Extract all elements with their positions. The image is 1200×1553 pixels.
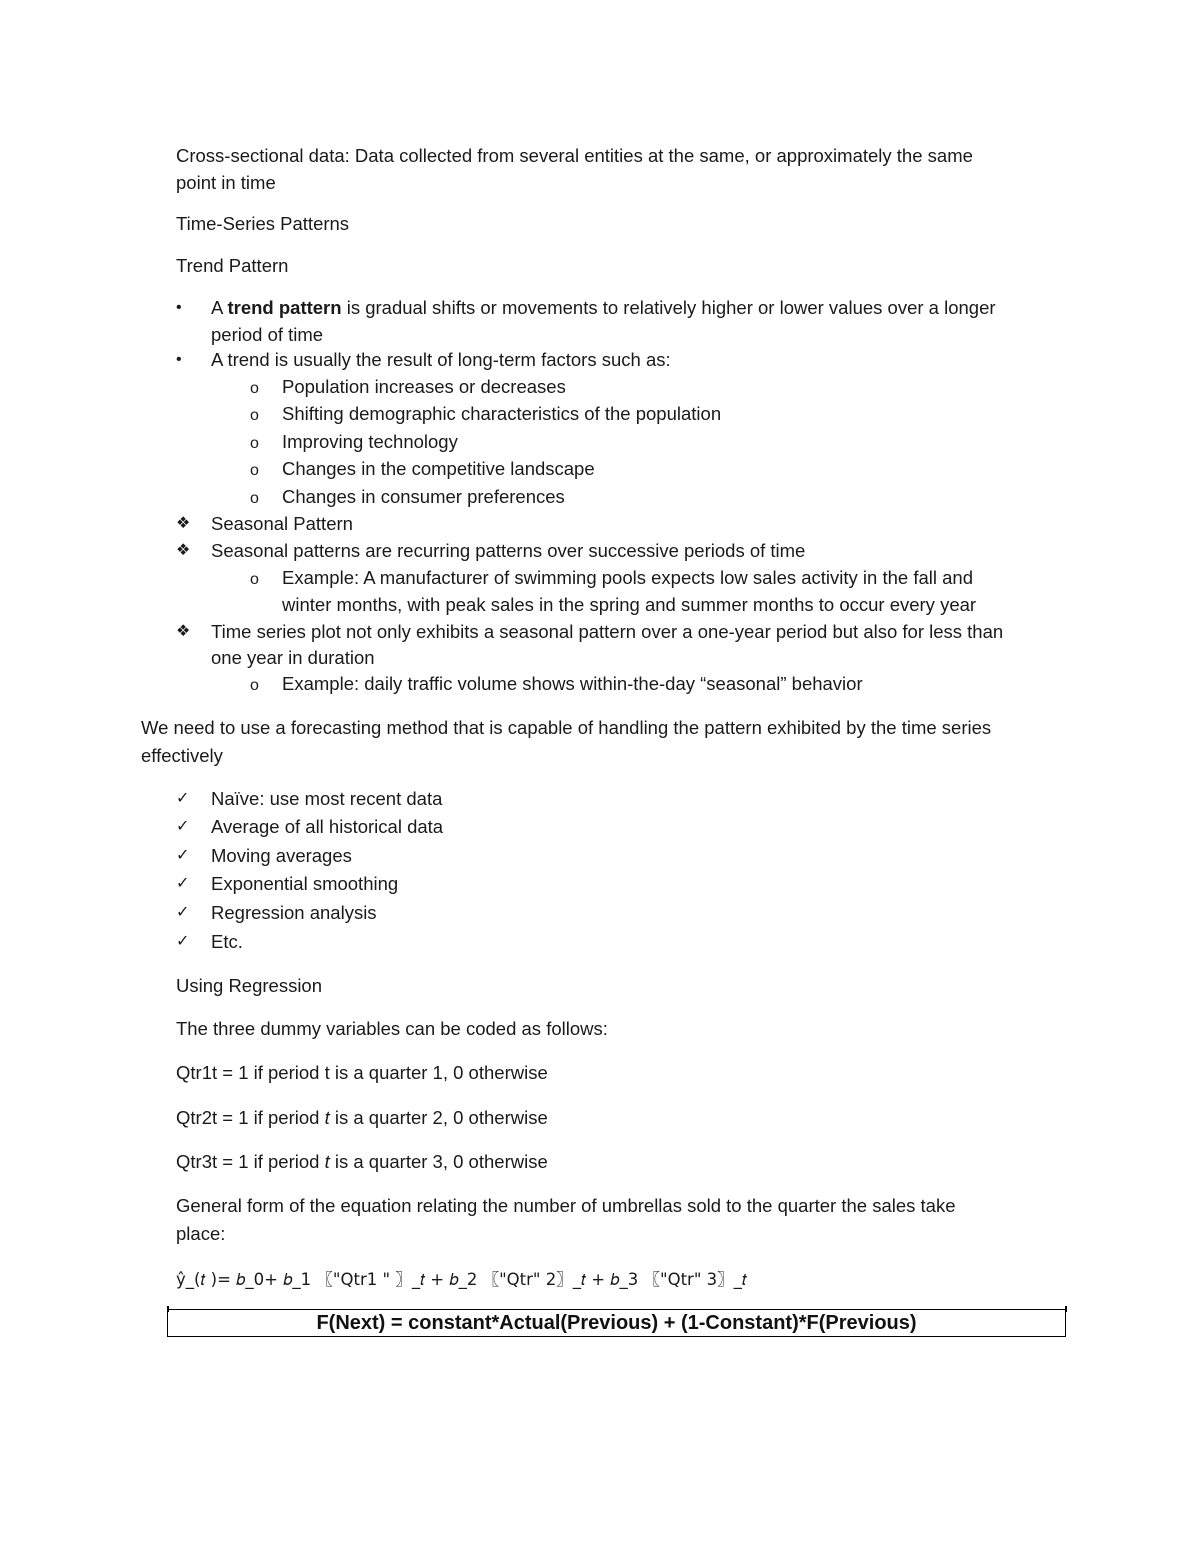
- method-item: Exponential smoothing: [211, 873, 399, 894]
- qtr3-text-b: is a quarter 3, 0 otherwise: [329, 1151, 548, 1172]
- trend-bullet-2: A trend is usually the result of long-term factors such as:: [211, 349, 671, 370]
- trend-sub-item: Population increases or decreases: [282, 376, 566, 397]
- trend-pattern-heading: Trend Pattern: [176, 255, 289, 276]
- trend-pattern-term: trend pattern: [227, 297, 342, 318]
- qtr2-definition: [176, 1105, 548, 1131]
- circle-bullet-icon: o: [250, 462, 259, 479]
- qtr1-text-b: is a quarter 1, 0 otherwise: [329, 1062, 548, 1083]
- seasonal-example-line2: winter months, with peak sales in the spring and summer months to occur every year: [282, 594, 977, 615]
- diamond-bullet-icon: ❖: [176, 623, 191, 640]
- trend-sub-item: Shifting demographic characteristics of the population: [282, 403, 722, 424]
- diamond-bullet-icon: ❖: [176, 515, 191, 532]
- method-item: Etc.: [211, 931, 243, 952]
- method-item: Naïve: use most recent data: [211, 788, 443, 809]
- using-regression-heading: Using Regression: [176, 975, 323, 996]
- qtr1-t: t: [324, 1062, 330, 1083]
- general-form-line2: place:: [176, 1223, 226, 1244]
- exponential-smoothing-formula-box: F(Next) = constant*Actual(Previous) + (1-Constant)*F(Previous): [167, 1309, 1066, 1337]
- trend-sub-item: Improving technology: [282, 431, 458, 452]
- trend-sub-item: Changes in the competitive landscape: [282, 458, 595, 479]
- trend-sub-item: Changes in consumer preferences: [282, 486, 565, 507]
- check-icon: ✓: [176, 790, 190, 807]
- cross-sectional-line1: Cross-sectional data: Data collected from several entities at the same, or approximately the same: [176, 145, 973, 166]
- check-icon: ✓: [176, 933, 190, 950]
- method-item: Average of all historical data: [211, 816, 444, 837]
- cross-sectional-line2: point in time: [176, 172, 276, 193]
- method-item: Regression analysis: [211, 902, 377, 923]
- trend-bullet-1-line2: period of time: [211, 324, 324, 345]
- qtr1-definition: [176, 1060, 548, 1086]
- circle-bullet-icon: o: [250, 407, 259, 424]
- qtr3-text-a: Qtr3t = 1 if period: [176, 1151, 325, 1172]
- qtr2-text-b: is a quarter 2, 0 otherwise: [329, 1107, 548, 1128]
- qtr3-definition: [176, 1149, 548, 1175]
- seasonal-example-line1: Example: A manufacturer of swimming pools expects low sales activity in the fall and: [282, 567, 973, 588]
- seasonal-pattern-item: Seasonal Pattern: [211, 513, 353, 534]
- qtr2-t: t: [324, 1107, 330, 1128]
- seasonal-plot-line1: Time series plot not only exhibits a seasonal pattern over a one-year period but also for less than: [211, 621, 1004, 642]
- trend-bullet-1-prefix: A: [211, 297, 228, 318]
- qtr2-text-a: Qtr2t = 1 if period: [176, 1107, 325, 1128]
- circle-bullet-icon: o: [250, 677, 259, 694]
- bullet-icon: •: [176, 299, 182, 316]
- bullet-icon: •: [176, 351, 182, 368]
- forecast-intro-line1: We need to use a forecasting method that is capable of handling the pattern exhibited by the time series: [141, 717, 992, 738]
- circle-bullet-icon: o: [250, 380, 259, 397]
- general-form-line1: General form of the equation relating the number of umbrellas sold to the quarter the sales take: [176, 1195, 956, 1216]
- circle-bullet-icon: o: [250, 490, 259, 507]
- circle-bullet-icon: o: [250, 571, 259, 588]
- trend-bullet-1-rest: is gradual shifts or movements to relatively higher or lower values over a longer: [341, 297, 996, 318]
- traffic-example: Example: daily traffic volume shows within-the-day “seasonal” behavior: [282, 673, 863, 694]
- check-icon: ✓: [176, 875, 190, 892]
- check-icon: ✓: [176, 847, 190, 864]
- time-series-patterns-heading: Time-Series Patterns: [176, 213, 350, 234]
- forecast-intro-line2: effectively: [141, 745, 223, 766]
- method-item: Moving averages: [211, 845, 352, 866]
- circle-bullet-icon: o: [250, 435, 259, 452]
- qtr3-t: t: [324, 1151, 330, 1172]
- dummy-intro: The three dummy variables can be coded as follows:: [176, 1018, 608, 1039]
- diamond-bullet-icon: ❖: [176, 542, 191, 559]
- seasonal-definition-item: Seasonal patterns are recurring patterns over successive periods of time: [211, 540, 806, 561]
- regression-equation: ŷ_(𝑡 )= 𝑏_0+ 𝑏_1 〖"Qtr1 " 〗_𝑡 + 𝑏_2 〖"Qtr" 2〗_𝑡 + 𝑏_3 〖"Qtr" 3〗_𝑡: [176, 1270, 747, 1289]
- qtr1-text-a: Qtr1t = 1 if period: [176, 1062, 325, 1083]
- check-icon: ✓: [176, 818, 190, 835]
- check-icon: ✓: [176, 904, 190, 921]
- seasonal-plot-line2: one year in duration: [211, 647, 375, 668]
- trend-bullet-1: [211, 295, 996, 321]
